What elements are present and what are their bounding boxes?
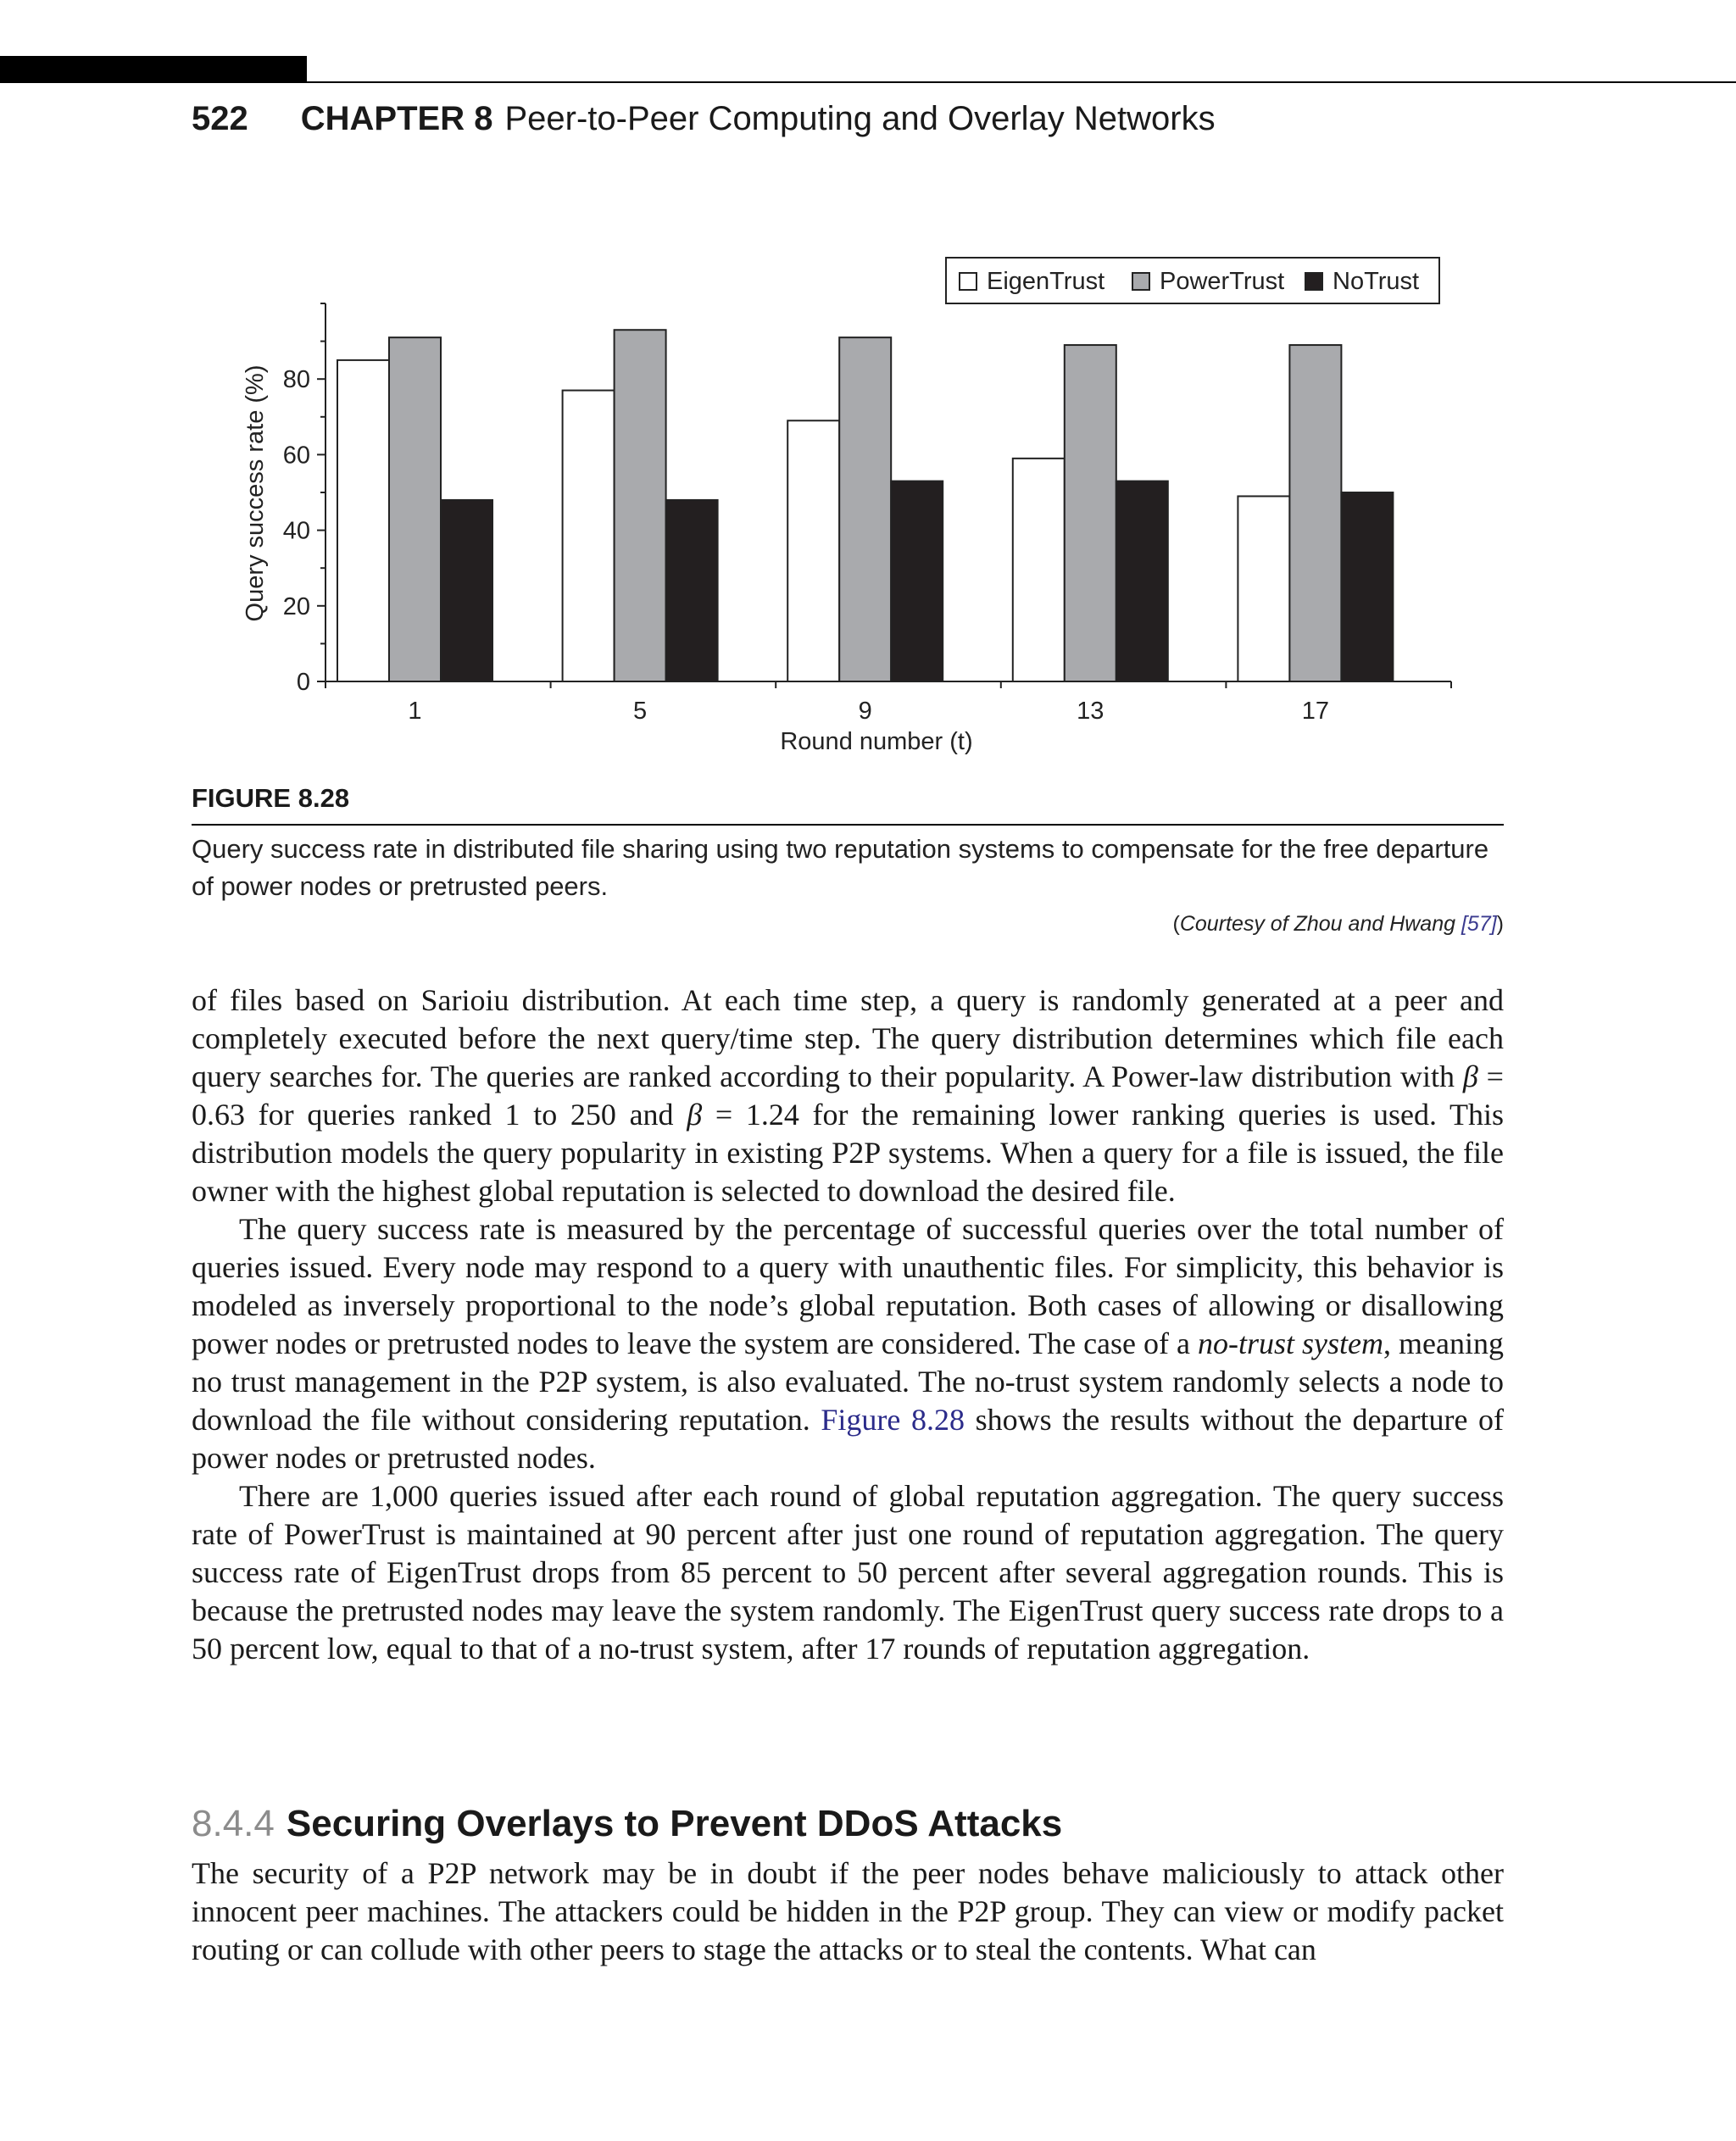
query-success-chart bbox=[229, 246, 1475, 771]
page-number: 522 bbox=[192, 100, 248, 137]
paragraph-1 bbox=[192, 982, 1504, 1210]
beta-symbol: β bbox=[1462, 1059, 1478, 1093]
figure-reference-link[interactable]: Figure 8.28 bbox=[821, 1403, 965, 1437]
body-text bbox=[192, 982, 1504, 1668]
x-tick-label: 9 bbox=[858, 698, 872, 725]
bar-powertrust-round-5 bbox=[615, 330, 666, 681]
section-number: 8.4.4 bbox=[192, 1803, 275, 1844]
bar-eigentrust-round-1 bbox=[337, 360, 389, 681]
x-tick-label: 17 bbox=[1301, 698, 1330, 725]
x-tick-label: 13 bbox=[1077, 698, 1104, 725]
beta-symbol: β bbox=[687, 1098, 703, 1132]
chart-legend bbox=[946, 258, 1439, 303]
bar-notrust-round-1 bbox=[441, 500, 492, 681]
y-tick-label: 20 bbox=[282, 592, 310, 620]
bar-eigentrust-round-5 bbox=[563, 391, 615, 681]
bar-eigentrust-round-13 bbox=[1013, 459, 1065, 681]
bar-notrust-round-5 bbox=[666, 500, 718, 681]
bar-powertrust-round-17 bbox=[1289, 345, 1341, 681]
credit-reference-link[interactable]: [57] bbox=[1461, 912, 1497, 936]
bar-notrust-round-17 bbox=[1341, 492, 1393, 681]
credit-close: ) bbox=[1496, 912, 1504, 936]
header-rule bbox=[0, 81, 1736, 83]
no-trust-term: no-trust system bbox=[1198, 1326, 1384, 1360]
x-tick-label: 1 bbox=[408, 698, 422, 725]
legend-swatch-powertrust bbox=[1132, 273, 1149, 290]
paragraph-2 bbox=[192, 1210, 1504, 1477]
paragraph-3: There are 1,000 queries issued after each round of global reputation aggregation. The query success rate of PowerTrust is maintained at 90 percent after just one round of reputation aggregation. The query success rate of EigenTrust drops from 85 percent to 50 percent after several aggregation rounds. This is because the pretrusted nodes may leave the system randomly. The EigenTrust query success rate drops to a 50 percent low, equal to that of a no-trust system, after 17 rounds of reputation aggregation. bbox=[192, 1479, 1504, 1666]
chapter-label: CHAPTER 8 bbox=[300, 100, 493, 137]
legend-label-powertrust: PowerTrust bbox=[1160, 268, 1285, 295]
p2-text-c: shows the results without the departure of power nodes or pretrusted nodes. bbox=[192, 1403, 1505, 1475]
x-axis-label: Round number (t) bbox=[780, 728, 973, 755]
bar-powertrust-round-9 bbox=[839, 337, 891, 681]
p1-text-c: = 1.24 for the remaining lower ranking queries is used. This distribution models the query popularity in existing P2P systems. When a query for a file is issued, the file owner with the highest global reputation is selected to download the desired file. bbox=[192, 1098, 1504, 1208]
section-body bbox=[192, 1855, 1504, 1969]
header-bar bbox=[0, 56, 307, 83]
figure-label: FIGURE 8.28 bbox=[192, 783, 350, 813]
running-head bbox=[192, 93, 1216, 144]
section-heading bbox=[192, 1800, 1062, 1848]
legend-label-eigentrust: EigenTrust bbox=[987, 268, 1105, 295]
x-tick-label: 5 bbox=[633, 698, 648, 725]
p1-text-b: = 0.63 for queries ranked 1 to 250 and bbox=[192, 1059, 1504, 1132]
y-tick-label: 60 bbox=[282, 442, 310, 470]
bar-notrust-round-9 bbox=[891, 481, 943, 681]
bar-powertrust-round-1 bbox=[389, 337, 441, 681]
figure-rule bbox=[192, 824, 1504, 826]
chapter-title: Peer-to-Peer Computing and Overlay Networks bbox=[504, 100, 1216, 137]
figure-caption: Query success rate in distributed file sharing using two reputation systems to compensate for the free departure of power nodes or pretrusted peers. bbox=[192, 834, 1489, 901]
figure-credit bbox=[1173, 909, 1505, 939]
p2-text-b: , meaning no trust management in the P2P system, is also evaluated. The no-trust system randomly selects a node to download the file without considering reputation. bbox=[192, 1326, 1504, 1437]
section-title: Securing Overlays to Prevent DDoS Attacks bbox=[286, 1803, 1063, 1844]
y-tick-label: 80 bbox=[282, 366, 310, 394]
legend-swatch-eigentrust bbox=[960, 273, 976, 290]
legend-label-notrust: NoTrust bbox=[1333, 268, 1420, 295]
credit-open: ( bbox=[1172, 912, 1180, 936]
y-tick-label: 0 bbox=[296, 669, 310, 696]
bar-notrust-round-13 bbox=[1116, 481, 1168, 681]
y-axis-label: Query success rate (%) bbox=[242, 364, 269, 622]
p2-text-a: The query success rate is measured by the percentage of successful queries over the total number of queries issued. Every node may respond to a query with unauthentic files. For simplicity, this behavior is modeled as inversely proportional to the node’s global reputation. Both cases of allowing or disallowing power nodes or pretrusted nodes to leave the system are considered. The case of a bbox=[192, 1212, 1504, 1360]
section-paragraph: The security of a P2P network may be in doubt if the peer nodes behave maliciously to attack other innocent peer machines. The attackers could be hidden in the P2P group. They can view or modify packet routing or can collude with other peers to stage the attacks or to steal the contents. What can bbox=[192, 1856, 1504, 1966]
y-tick-label: 40 bbox=[282, 517, 310, 545]
legend-swatch-notrust bbox=[1305, 273, 1322, 290]
bar-eigentrust-round-9 bbox=[787, 420, 839, 681]
p1-text-a: of files based on Sarioiu distribution. At each time step, a query is randomly generated at a peer and completely executed before the next query/time step. The query distribution determines which file each query searches for. The queries are ranked according to their popularity. A Power-law distribution with bbox=[192, 983, 1504, 1093]
credit-text: Courtesy of Zhou and Hwang bbox=[1179, 912, 1461, 936]
bar-powertrust-round-13 bbox=[1065, 345, 1116, 681]
bar-eigentrust-round-17 bbox=[1238, 496, 1289, 681]
